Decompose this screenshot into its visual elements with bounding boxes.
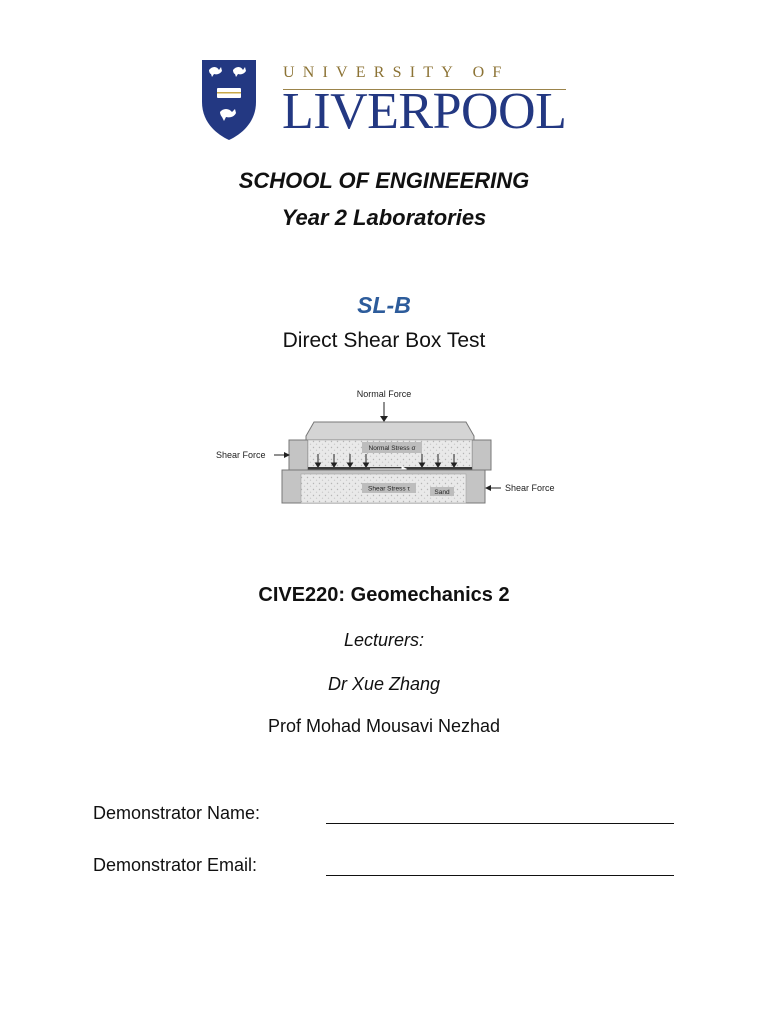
university-logo <box>200 58 570 144</box>
shear-box-diagram <box>204 374 564 520</box>
lecturer-name: Dr Xue Zhang <box>327 674 441 694</box>
year-heading: Year 2 Laboratories <box>281 205 487 230</box>
normal-force-label: Normal Force <box>356 389 412 399</box>
upper-box-left <box>289 440 308 470</box>
shear-force-right-label: Shear Force <box>505 483 555 493</box>
course-title: CIVE220: Geomechanics 2 <box>258 584 510 606</box>
demonstrator-name-field[interactable] <box>326 823 674 824</box>
logo-top-text: UNIVERSITY OF <box>283 64 510 81</box>
lecturer-name: Prof Mohad Mousavi Nezhad <box>267 716 501 736</box>
shear-stress-label: Shear Stress τ <box>368 485 410 493</box>
shear-force-left-label: Shear Force <box>216 450 266 460</box>
demonstrator-name-label: Demonstrator Name: <box>93 803 261 823</box>
demonstrator-email-field[interactable] <box>326 875 674 876</box>
liverpool-crest-icon <box>200 58 258 142</box>
logo-main-text: LIVERPOOL <box>282 83 567 140</box>
normal-stress-label: Normal Stress σ <box>368 445 416 452</box>
sand-label: Sand <box>434 489 450 496</box>
upper-box-right <box>472 440 491 470</box>
experiment-code: SL-B <box>357 292 411 318</box>
school-heading: SCHOOL OF ENGINEERING <box>238 168 530 193</box>
loading-cap <box>306 422 474 440</box>
lecturers-label: Lecturers: <box>343 630 425 650</box>
demonstrator-email-label: Demonstrator Email: <box>93 855 258 875</box>
experiment-title: Direct Shear Box Test <box>282 329 486 352</box>
